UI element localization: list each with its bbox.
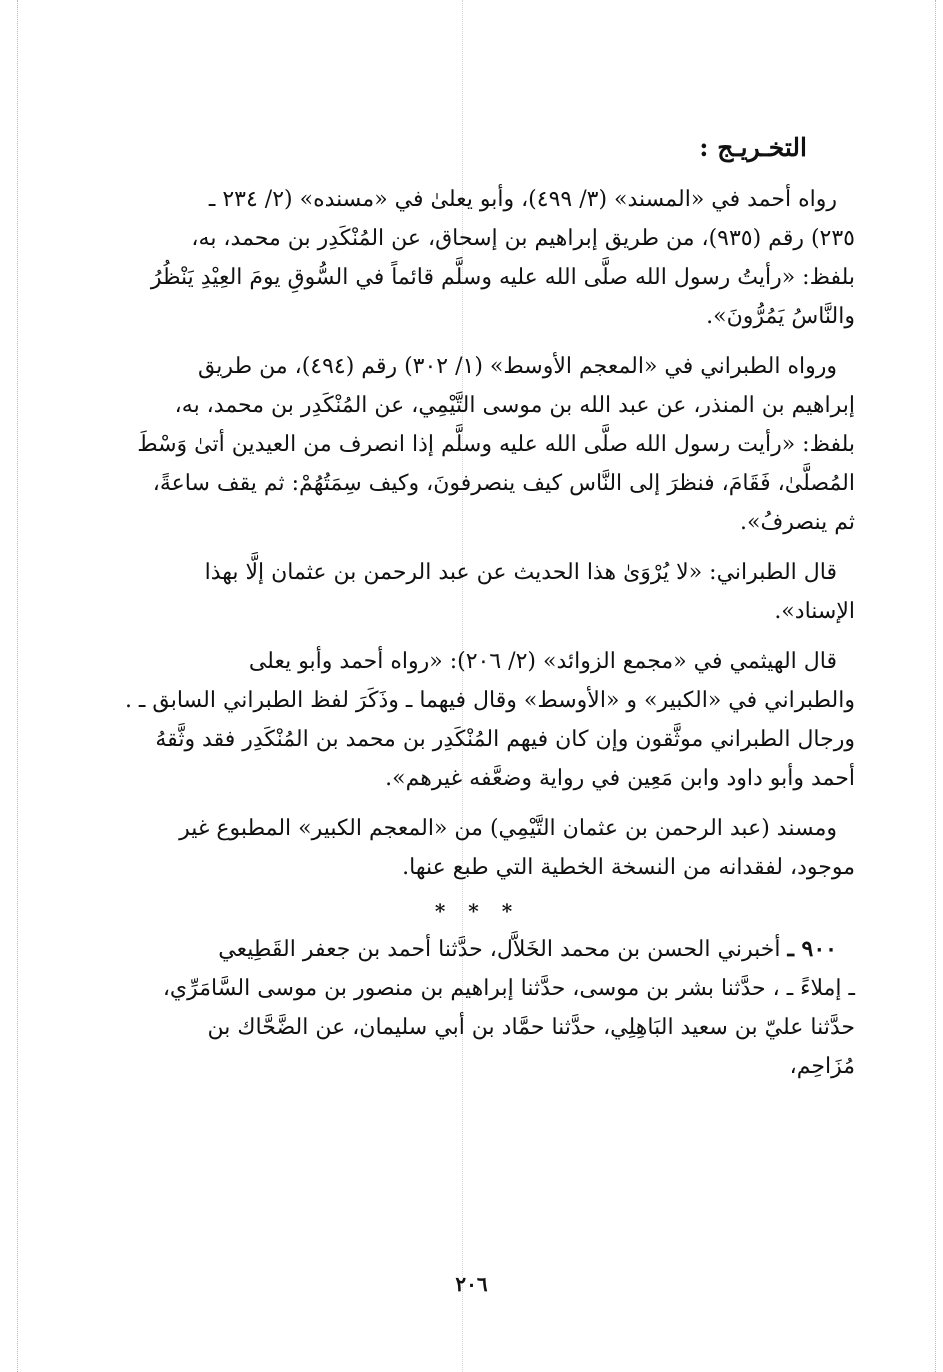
page-number: ٢٠٦ — [455, 1272, 488, 1296]
hadith-first-line — [100, 930, 855, 969]
paragraph-haythami — [100, 642, 855, 798]
text-line: مُزَاحِم، — [789, 1054, 855, 1079]
text-line: حدَّثنا عليّ بن سعيد البَاهِلِي، حدَّثنا حمَّاد بن أبي سليمان، عن الضَّحَّاك بن — [207, 1015, 855, 1040]
text-line: أخبرني الحسن بن محمد الخَلاَّل، حدَّثنا أحمد بن جعفر القَطِيعي — [218, 937, 781, 962]
text-line: إبراهيم بن المنذر، عن عبد الله بن موسى التَّيْمِي، عن المُنْكَدِر بن محمد، به، — [174, 393, 855, 418]
hadith-900 — [100, 930, 855, 1086]
right-margin-guide — [935, 0, 936, 1372]
text-line: قال الهيثمي في «مجمع الزوائد» (٢/ ٢٠٦): «رواه أحمد وأبو يعلى — [248, 649, 837, 674]
paragraph-musnad-note — [100, 809, 855, 887]
page-content — [100, 128, 855, 1097]
text-line: موجود، لفقدانه من النسخة الخطية التي طبع عنها. — [402, 855, 855, 880]
text-line: ورجال الطبراني موثَّقون وإن كان فيهم المُنْكَدِر بن محمد بن المُنْكَدِر فقد وثَّقهُ — [155, 727, 855, 752]
hadith-number: ٩٠٠ ـ — [787, 936, 837, 962]
text-line: بلفظ: «رأيت رسول الله صلَّى الله عليه وسلَّم إذا انصرف من العيدين أتىٰ وَسْطَ — [137, 432, 855, 457]
text-line: والطبراني في «الكبير» و «الأوسط» وقال فيهما ـ وذَكَرَ لفظ الطبراني السابق ـ . — [124, 688, 855, 713]
text-line: والنَّاسُ يَمُرُّونَ». — [706, 304, 855, 329]
text-line: ثم ينصرفُ». — [740, 510, 855, 535]
section-separator: * * * — [434, 899, 521, 923]
text-line: الإسناد». — [774, 599, 855, 624]
text-line: بلفظ: «رأيتُ رسول الله صلَّى الله عليه وسلَّم قائماً في السُّوقِ يومَ العِيْدِ يَنْظُرُ — [150, 265, 855, 290]
text-line: ورواه الطبراني في «المعجم الأوسط» (١/ ٣٠٢) رقم (٤٩٤)، من طريق — [197, 354, 837, 379]
paragraph-musnad — [100, 180, 855, 336]
text-line: ومسند (عبد الرحمن بن عثمان التَّيْمِي) من «المعجم الكبير» المطبوع غير — [179, 816, 837, 841]
text-line: ٢٣٥) رقم (٩٣٥)، من طريق إبراهيم بن إسحاق، عن المُنْكَدِر بن محمد، به، — [191, 226, 855, 251]
text-line: المُصلَّىٰ، فَقَامَ، فنظرَ إلى النَّاس كيف ينصرفونَ، وكيف سِمَتُهُمْ: ثم يقف ساعةً، — [152, 471, 855, 496]
section-heading: التخـريـج : — [699, 133, 807, 162]
text-line: أحمد وأبو داود وابن مَعِين في رواية وضعَّفه غيرهم». — [385, 766, 855, 791]
paragraph-tabarani — [100, 347, 855, 542]
text-line: ـ إملاءً ـ ، حدَّثنا بشر بن موسى، حدَّثنا إبراهيم بن منصور بن موسى السَّامَرِّي، — [162, 976, 855, 1001]
text-line: قال الطبراني: «لا يُرْوَىٰ هذا الحديث عن عبد الرحمن بن عثمان إلَّا بهذا — [204, 560, 837, 585]
left-margin-guide — [17, 0, 18, 1372]
text-line: رواه أحمد في «المسند» (٣/ ٤٩٩)، وأبو يعلىٰ في «مسنده» (٢/ ٢٣٤ ـ — [208, 187, 837, 212]
paragraph-tabarani-quote — [100, 553, 855, 631]
